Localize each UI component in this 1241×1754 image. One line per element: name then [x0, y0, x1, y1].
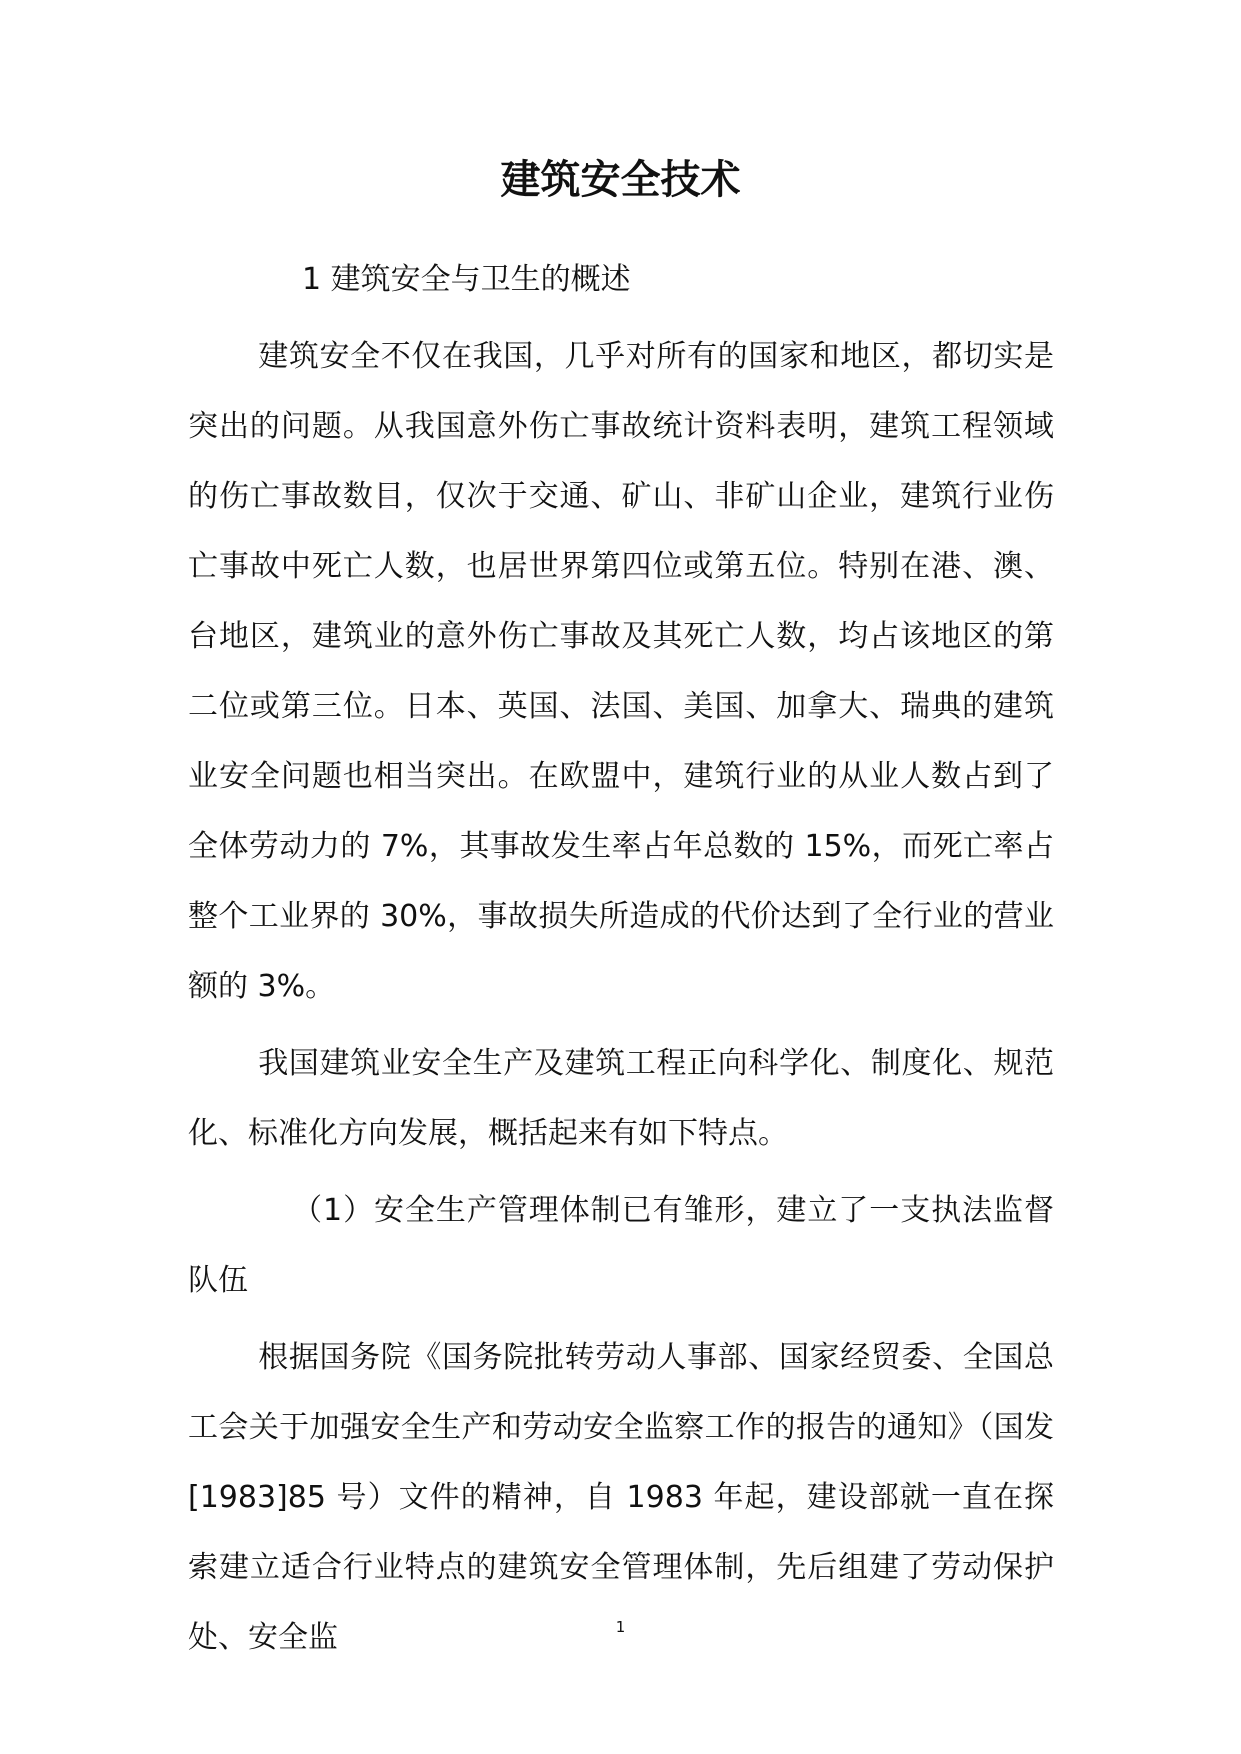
page-number: 1 [615, 1618, 626, 1636]
document-title: 建筑安全技术 [500, 156, 741, 203]
document-body [188, 245, 1054, 1680]
paragraph: 我国建筑业安全生产及建筑工程正向科学化、制度化、规范化、标准化方向发展，概括起来有如下特点。 [188, 1046, 1054, 1151]
subheading: （1）安全生产管理体制已有雏形，建立了一支执法监督队伍 [188, 1193, 1054, 1298]
section-heading: 1 建筑安全与卫生的概述 [302, 262, 631, 297]
paragraph: 建筑安全不仅在我国，几乎对所有的国家和地区，都切实是突出的问题。从我国意外伤亡事故统计资料表明，建筑工程领域的伤亡事故数目，仅次于交通、矿山、非矿山企业，建筑行业伤亡事故中死亡人数，也居世界第四位或第五位。特别在港、澳、台地区，建筑业的意外伤亡事故及其死亡人数，均占该地区的第二位或第三位。日本、英国、法国、美国、加拿大、瑞典的建筑业安全问题也相当突出。在欧盟中，建筑行业的从业人数占到了全体劳动力的 7%，其事故发生率占年总数的 15%，而死亡率占整个工业界的 30%，事故损失所造成的代价达到了全行业的营业额的 3%。 [188, 339, 1054, 1004]
paragraph: 根据国务院《国务院批转劳动人事部、国家经贸委、全国总工会关于加强安全生产和劳动安全监察工作的报告的通知》（国发[1983]85 号）文件的精神，自 1983 年起，建设部就一直在探索建立适合行业特点的建筑安全管理体制，先后组建了劳动保护处、安全监 [188, 1340, 1054, 1655]
